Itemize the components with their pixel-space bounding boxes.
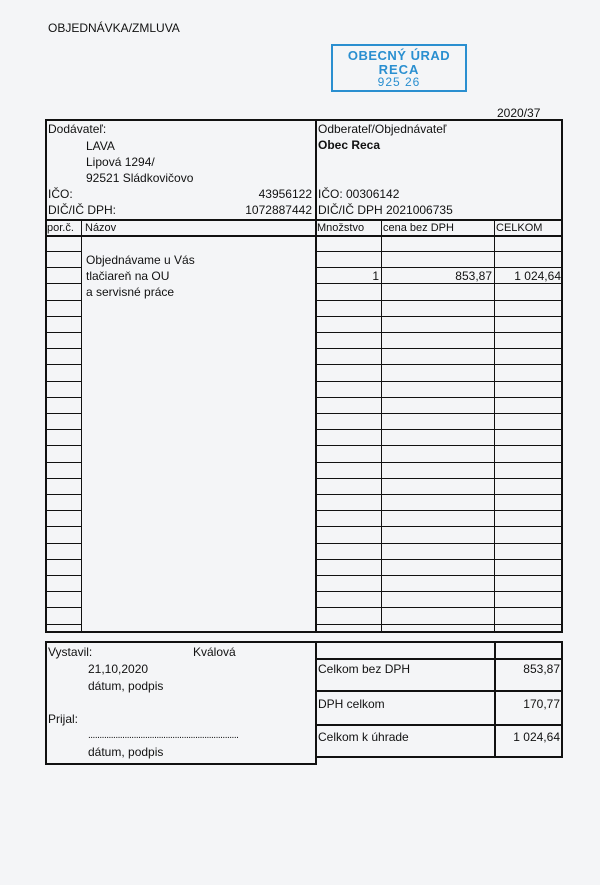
row-line-value-cols <box>315 445 563 446</box>
col-header-total: CELKOM <box>496 222 543 234</box>
item-total: 1 024,64 <box>514 269 561 283</box>
row-line-number-col <box>45 445 81 446</box>
item-description-line-2: tlačiareň na OU <box>86 269 170 283</box>
row-line-number-col <box>45 348 81 349</box>
supplier-name: LAVA <box>86 139 115 153</box>
row-line-value-cols <box>315 316 563 317</box>
row-line-number-col <box>45 413 81 414</box>
supplier-ico: 43956122 <box>258 187 312 201</box>
supplier-dic: 1072887442 <box>245 203 312 217</box>
row-line-number-col <box>45 397 81 398</box>
issued-date: 21,10,2020 <box>88 662 149 676</box>
row-line-number-col <box>45 575 81 576</box>
row-line-value-cols <box>315 251 563 252</box>
row-line-number-col <box>45 429 81 430</box>
vat-total-label: DPH celkom <box>318 697 385 711</box>
supplier-dic-label: DIČ/IČ DPH: <box>48 203 117 217</box>
row-line-number-col <box>45 510 81 511</box>
row-line-value-cols <box>315 543 563 544</box>
signature-block <box>45 641 317 765</box>
item-description-line-1: Objednávame u Vás <box>86 253 195 267</box>
supplier-city: 92521 Sládkovičovo <box>86 171 194 185</box>
office-stamp <box>331 44 467 92</box>
row-line-number-col <box>45 364 81 365</box>
row-line-number-col <box>45 316 81 317</box>
row-line-value-cols <box>315 413 563 414</box>
row-line-number-col <box>45 494 81 495</box>
row-line-number-col <box>45 381 81 382</box>
row-line-value-cols <box>315 397 563 398</box>
column-divider <box>315 119 317 633</box>
stamp-line-1: OBECNÝ ÚRAD <box>347 48 451 63</box>
due-total-value: 1 024,64 <box>513 730 560 744</box>
row-line-number-col <box>45 332 81 333</box>
received-label: Prijal: <box>48 712 79 726</box>
supplier-ico-label: IČO: <box>48 187 73 201</box>
row-line-number-col <box>45 300 81 301</box>
col-line-no <box>81 219 82 633</box>
row-line-number-col <box>45 591 81 592</box>
vat-total-value: 170,77 <box>523 697 560 711</box>
customer-heading: Odberateľ/Objednávateľ <box>318 122 447 136</box>
row-line-value-cols <box>315 591 563 592</box>
received-signature-caption: dátum, podpis <box>88 745 164 759</box>
totals-line-3 <box>315 724 563 726</box>
row-line-value-cols <box>315 526 563 527</box>
net-total-label: Celkom bez DPH <box>318 662 411 676</box>
row-line-value-cols <box>315 624 563 625</box>
stamp-line-2: RECA <box>378 62 420 77</box>
customer-ico: IČO: 00306142 <box>318 187 400 201</box>
document-title: OBJEDNÁVKA/ZMLUVA <box>48 21 180 35</box>
row-line-value-cols <box>315 510 563 511</box>
row-line-value-cols <box>315 478 563 479</box>
customer-name: Obec Reca <box>318 138 381 152</box>
row-line-value-cols <box>315 283 563 284</box>
stamp-line-3: 925 26 <box>377 75 421 89</box>
row-line-value-cols <box>315 607 563 608</box>
item-price: 853,87 <box>455 269 492 283</box>
row-line-value-cols <box>315 559 563 560</box>
col-header-qty: Množstvo <box>317 222 365 234</box>
row-line-value-cols <box>315 300 563 301</box>
issued-signature-caption: dátum, podpis <box>88 679 164 693</box>
row-line-number-col <box>45 478 81 479</box>
row-line-number-col <box>45 624 81 625</box>
supplier-street: Lipová 1294/ <box>86 155 155 169</box>
row-line-value-cols <box>315 332 563 333</box>
col-line-price <box>494 219 495 633</box>
row-line-number-col <box>45 251 81 252</box>
issued-label: Vystavil: <box>48 645 93 659</box>
row-line-number-col <box>45 283 81 284</box>
item-qty: 1 <box>372 269 379 283</box>
col-header-name: Názov <box>85 222 117 234</box>
row-line-value-cols <box>315 462 563 463</box>
received-signature-line: .................................................................. <box>88 730 239 741</box>
totals-col-line <box>494 641 496 758</box>
row-line-number-col <box>45 543 81 544</box>
due-total-label: Celkom k úhrade <box>318 730 409 744</box>
row-line-number-col <box>45 526 81 527</box>
document-number: 2020/37 <box>497 106 541 120</box>
row-line-number-col <box>45 607 81 608</box>
net-total-value: 853,87 <box>523 662 560 676</box>
supplier-heading: Dodávateľ: <box>48 122 107 136</box>
row-line-value-cols <box>315 575 563 576</box>
row-line-value-cols <box>315 348 563 349</box>
table-header-top-line <box>45 219 563 221</box>
totals-line-2 <box>315 690 563 692</box>
row-line-number-col <box>45 462 81 463</box>
row-line-value-cols <box>315 429 563 430</box>
table-header-bottom-line <box>45 235 563 237</box>
col-line-qty <box>381 219 382 633</box>
customer-dic: DIČ/IČ DPH 2021006735 <box>318 203 453 217</box>
col-header-no: por.č. <box>47 222 74 234</box>
issued-by: Kválová <box>193 645 236 659</box>
row-line-value-cols <box>315 381 563 382</box>
totals-line-1 <box>315 658 563 660</box>
row-line-value-cols <box>315 267 563 268</box>
row-line-number-col <box>45 559 81 560</box>
row-line-number-col <box>45 267 81 268</box>
row-line-value-cols <box>315 494 563 495</box>
col-header-price: cena bez DPH <box>383 222 454 234</box>
item-description-line-3: a servisné práce <box>86 285 175 299</box>
row-line-value-cols <box>315 364 563 365</box>
